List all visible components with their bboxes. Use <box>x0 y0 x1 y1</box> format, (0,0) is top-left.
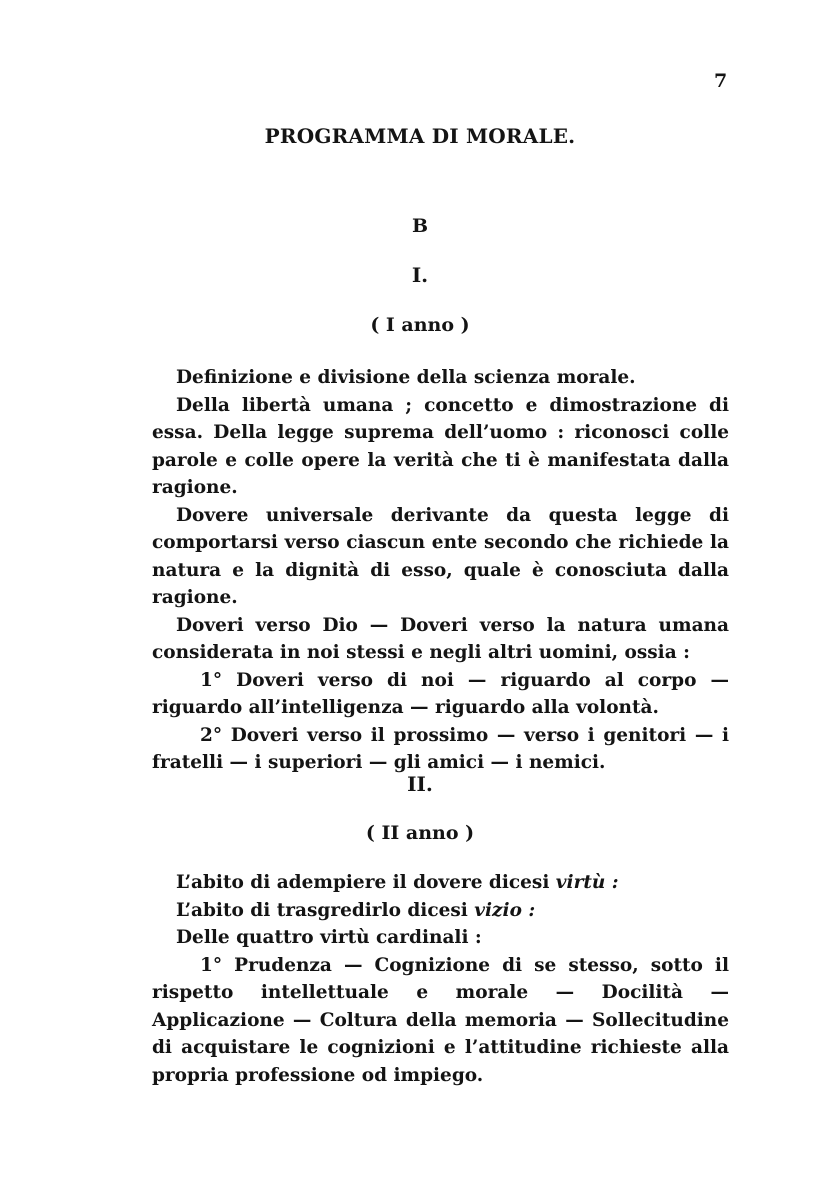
page-number: 7 <box>714 70 728 92</box>
paragraph: 1° Doveri verso di noi — riguardo al corpo — riguardo all’intelligenza — riguardo alla volontà. <box>152 669 729 718</box>
paragraph <box>152 869 729 897</box>
section-1-year: ( I anno ) <box>370 314 470 336</box>
italic-term-virtu: virtù : <box>555 872 619 893</box>
section-2-year: ( II anno ) <box>365 822 475 844</box>
section-2-numeral: II. <box>407 772 433 796</box>
paragraph: 2° Doveri verso il prossimo — verso i genitori — i fratelli — i superiori — gli amici — i nemici. <box>152 724 729 773</box>
paragraph: Della libertà umana ; concetto e dimostrazione di essa. Della legge suprema dell’uomo : riconosci colle parole e colle opere la verità che ti è manifestata dalla ragione. <box>152 394 729 498</box>
paragraph: Definizione e divisione della scienza morale. <box>176 367 636 388</box>
paragraph: 1° Prudenza — Cognizione di se stesso, sotto il rispetto intellettuale e morale — Docilità — Applicazione — Coltura della memoria — Sollecitudine di acquistare le cognizioni e l’attitudine richieste alla propria professione od impiego. <box>152 954 729 1086</box>
paragraph-text: L’abito di adempiere il dovere dicesi <box>176 872 550 893</box>
paragraph <box>152 897 729 925</box>
section-1-numeral: I. <box>411 263 429 287</box>
section-1-body <box>152 364 729 777</box>
italic-term-vizio: vizio : <box>474 899 536 921</box>
section-mark: B <box>411 215 429 237</box>
paragraph-text: L’abito di trasgredirlo dicesi <box>176 899 468 921</box>
paragraph: Delle quattro virtù cardinali : <box>176 927 482 948</box>
paragraph: Doveri verso Dio — Doveri verso la natura umana considerata in noi stessi e negli altri uomini, ossia : <box>152 614 729 663</box>
page-title: PROGRAMMA DI MORALE. <box>264 124 576 148</box>
paragraph: Dovere universale derivante da questa legge di comportarsi verso ciascun ente secondo che richiede la natura e la dignità di esso, quale è conosciuta dalla ragione. <box>152 504 729 608</box>
section-2-body <box>152 869 729 1089</box>
